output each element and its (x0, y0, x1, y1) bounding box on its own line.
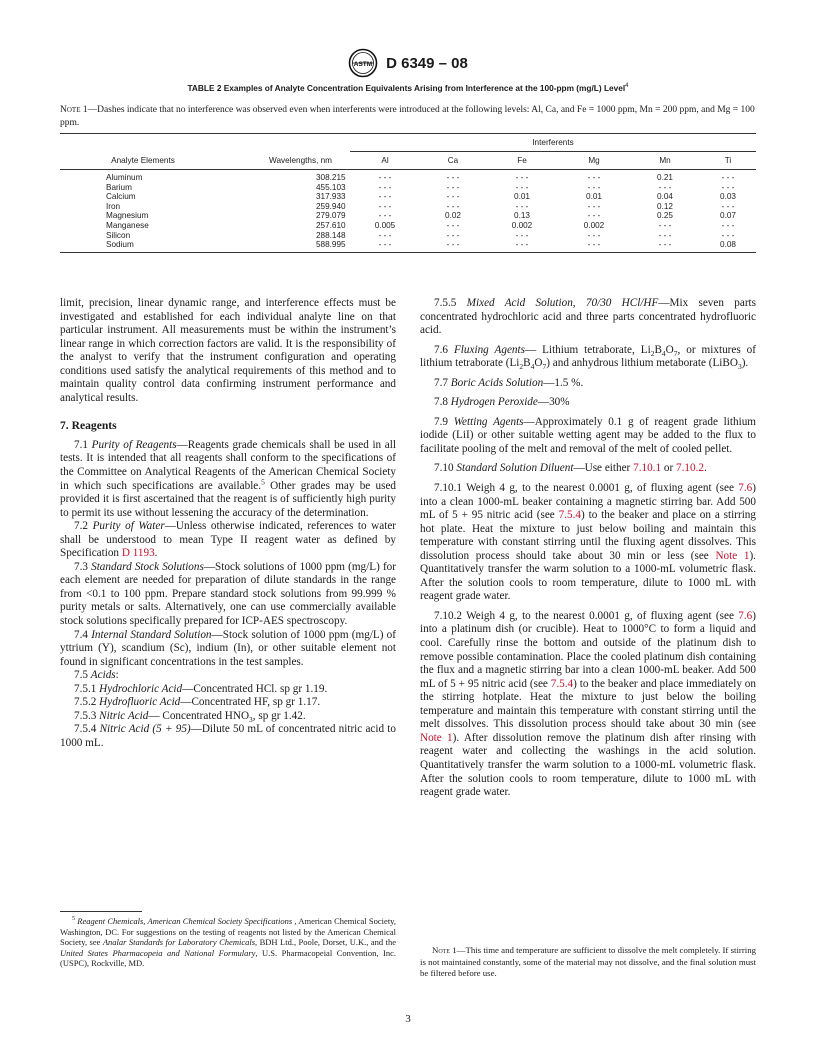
interferent-header-mn: Mn (630, 152, 700, 170)
footnote-5: $^5$ Reagent Chemicals, American Chemical Society Specifications , American Chemical Society, Washington, DC. For suggestions on the testing of reagents not listed by the American Chemical Society, see Analar Standards for Laboratory Chemicals, BDH Ltd., Poole, Dorset, U.K., and the United States Pharmacopeia and National Formulary, U.S. Pharmacopeial Convention, Inc. (USPC), Rockville, MD. (60, 916, 396, 969)
value-cell: 0.21 (657, 173, 673, 182)
paragraph-7-5: 7.5 Acids: (74, 669, 119, 682)
value-cell: - - - (721, 201, 735, 211)
page-header (0, 48, 816, 78)
value-cell: - - - (558, 240, 630, 252)
xref-7-10-1-link[interactable]: 7.10.1 (633, 462, 662, 475)
paragraph-7-10-2: 7.10.2 Weigh 4 g, to the nearest 0.0001 g, of fluxing agent (see 7.6) into a platinum dish (or crucible). Heat to 1000°C to form a liquid and cool. Carefully rinse the bottom and outside of the platinum dish to remove possible contamination. Place the cooled platinum dish containing the flux and a magnetic stirring bar into a clean 1000-mL beaker. Add 500 mL of 5 + 95 nitric acid (see 7.5.4) to the beaker and place immediately on the stirring hotplate. Heat the mixture to just below the boiling temperature and maintain this temperature with constant stirring until the melt dissolves. This dissolution process should take about 30 min (see Note 1). After dissolution remove the platinum dish after rinsing with reagent water and collecting the washings in the acid solution. Quantitatively transfer the warm solution to a 1000-mL volumetric flask. After the solution cools to room temperature, dilute to 1000 mL with reagent grade water. (420, 609, 756, 799)
value-cell: - - - (630, 240, 700, 252)
analyte-cell: Silicon (106, 230, 131, 240)
value-cell: - - - (378, 192, 392, 202)
note-1: Note 1—This time and temperature are sufficient to dissolve the melt completely. If stirring is not maintained constantly, some of the material may not dissolve, and the final solution must be filtered before use. (420, 945, 756, 979)
xref-7-5-4-link[interactable]: 7.5.4 (558, 509, 582, 522)
value-cell: - - - (378, 173, 392, 182)
value-cell: - - - (515, 230, 529, 240)
table-row (60, 202, 756, 212)
analyte-cell: Aluminum (106, 173, 143, 182)
value-cell: - - - (446, 192, 460, 202)
value-cell: - - - (420, 240, 486, 252)
value-cell: - - - (587, 182, 601, 192)
value-cell: 0.002 (511, 220, 533, 230)
value-cell: 0.01 (514, 192, 530, 202)
interferents-header: Interferents (350, 134, 756, 152)
wavelength-cell: 317.933 (316, 192, 346, 202)
value-cell: 0.13 (514, 211, 530, 221)
table-row (60, 211, 756, 221)
value-cell: - - - (515, 173, 529, 182)
xref-note-1-link[interactable]: Note 1 (715, 549, 750, 562)
wavelength-cell: 257.610 (316, 220, 346, 230)
paragraph-7-2: 7.2 Purity of Water—Unless otherwise indicated, references to water shall be understood to mean Type II reagent water as defined by Specification D 1193. (60, 520, 397, 560)
analyte-cell: Manganese (106, 220, 149, 230)
value-cell: - - - (721, 230, 735, 240)
value-cell: - - - (446, 230, 460, 240)
value-cell: - - - (446, 182, 460, 192)
value-cell: - - - (658, 182, 672, 192)
analyte-cell: Magnesium (106, 211, 149, 221)
value-cell: 0.005 (374, 220, 396, 230)
paragraph-7-9: 7.9 Wetting Agents—Approximately 0.1 g of reagent grade lithium iodide (LiI) or other suitable wetting agent may be added to the flux to facilitate pooling of the melt and removal of the melt of cooled pellet. (420, 415, 757, 455)
interferent-header-ti: Ti (700, 152, 756, 170)
document-id: D 6349 – 08 (386, 54, 468, 72)
wavelength-cell: 279.079 (316, 211, 346, 221)
wavelength-cell: 588.995 (226, 240, 350, 252)
value-cell: - - - (515, 201, 529, 211)
value-cell: - - - (446, 201, 460, 211)
value-cell: 0.25 (657, 211, 673, 221)
footnote-divider (60, 911, 142, 912)
value-cell: - - - (378, 211, 392, 221)
value-cell: - - - (378, 230, 392, 240)
value-cell: - - - (515, 182, 529, 192)
analyte-column-header: Analyte Elements (60, 152, 226, 170)
analyte-cell: Calcium (106, 192, 136, 202)
table-title: TABLE 2 Examples of Analyte Concentration Equivalents Arising from Interference at the 100-ppm (mg/L) Level$^4$ (187, 83, 629, 93)
analyte-cell: Iron (106, 201, 121, 211)
paragraph-7-4: 7.4 Internal Standard Solution—Stock solution of 1000 ppm (mg/L) of yttrium (Y), scandium (Sc), indium (In), or other suitable element not found in significant concentrations in the test samples. (60, 628, 397, 668)
paragraph-7-5-2: 7.5.2 Hydrofluoric Acid—Concentrated HF, sp gr 1.17. (74, 696, 321, 709)
paragraph-7-10-1: 7.10.1 Weigh 4 g, to the nearest 0.0001 g, of fluxing agent (see 7.6) into a clean 1000-mL beaker containing a magnetic stirring bar. Add 500 mL of 5 + 95 nitric acid (see 7.5.4) to the beaker and place on a stirring hot plate. Heat the mixture to just below boiling and maintain this temperature with constant stirring until the fluxing agent dissolves. This dissolution process should take about 30 min or less (see Note 1). Quantitatively transfer the warm solution to a 1000-mL volumetric flask. After the solution cools to room temperature, dilute to 1000 mL with reagent grade water. (420, 482, 756, 603)
wavelength-cell: 455.103 (316, 182, 346, 192)
value-cell: 0.02 (445, 211, 461, 221)
xref-7-10-2-link[interactable]: 7.10.2 (675, 462, 704, 475)
value-cell: - - - (721, 182, 735, 192)
value-cell: - - - (378, 201, 392, 211)
interferent-header-fe: Fe (486, 152, 558, 170)
logo-text: ASTM (353, 61, 373, 68)
xref-7-6-link[interactable]: 7.6 (738, 609, 753, 622)
xref-7-6-link[interactable]: 7.6 (738, 482, 753, 495)
value-cell: - - - (486, 240, 558, 252)
intro-paragraph: limit, precision, linear dynamic range, and interference effects must be investigated and established for each individual analyte line on that particular instrument. All measurements must be within the instrument’s linear range in which correction factors are valid. It is the responsibility of the analyst to verify that the instrument configuration and operating conditions used satisfy the analytical requirements of this method and to maintain quality control data confirming instrument performance and analytical results. (60, 297, 396, 404)
value-cell: - - - (378, 182, 392, 192)
table-row (60, 170, 756, 183)
xref-d1193-link[interactable]: D 1193 (121, 547, 155, 560)
right-column (420, 297, 756, 800)
paragraph-7-10: 7.10 Standard Solution Diluent—Use either 7.10.1 or 7.10.2. (434, 462, 707, 475)
value-cell: - - - (721, 220, 735, 230)
value-cell: 0.07 (720, 211, 736, 221)
table-row (60, 231, 756, 241)
table-row (60, 192, 756, 202)
table-row (60, 221, 756, 231)
xref-7-5-4-link[interactable]: 7.5.4 (550, 677, 574, 690)
analyte-cell: Barium (106, 182, 132, 192)
value-cell: - - - (587, 173, 601, 182)
value-cell: - - - (658, 230, 672, 240)
interferent-header-ca: Ca (420, 152, 486, 170)
value-cell: - - - (350, 240, 420, 252)
paragraph-7-8: 7.8 Hydrogen Peroxide—30% (434, 396, 570, 409)
wavelength-cell: 288.148 (316, 230, 346, 240)
table-row (60, 183, 756, 193)
paragraph-7-5-3: 7.5.3 Nitric Acid— Concentrated $HNO_3$, sp gr 1.42. (74, 709, 306, 725)
paragraph-7-5-5: 7.5.5 Mixed Acid Solution, 70/30 HCl/HF—Mix seven parts concentrated hydrochloric acid and three parts concentrated hydrofluoric acid. (420, 297, 757, 337)
astm-logo-icon (348, 48, 378, 78)
value-cell: - - - (587, 230, 601, 240)
value-cell: 0.08 (700, 240, 756, 252)
paragraph-7-5-4: 7.5.4 Nitric Acid (5 + 95)—Dilute 50 mL of concentrated nitric acid to 1000 mL. (60, 723, 397, 749)
value-cell: - - - (658, 220, 672, 230)
value-cell: 0.03 (720, 192, 736, 202)
value-cell: - - - (446, 220, 460, 230)
value-cell: 0.12 (657, 201, 673, 211)
analyte-cell: Sodium (60, 240, 226, 252)
section-7-heading: 7. Reagents (60, 419, 117, 433)
value-cell: - - - (587, 201, 601, 211)
value-cell: 0.002 (583, 220, 605, 230)
left-column (60, 297, 396, 751)
interference-table (60, 133, 756, 253)
interferent-header-mg: Mg (558, 152, 630, 170)
value-cell: - - - (721, 173, 735, 182)
table-row (60, 240, 756, 252)
wavelength-cell: 259.940 (316, 201, 346, 211)
wavelength-cell: 308.215 (316, 173, 346, 182)
value-cell: - - - (446, 173, 460, 182)
page-number: 3 (405, 1013, 411, 1025)
paragraph-7-5-1: 7.5.1 Hydrochloric Acid—Concentrated HCl. sp gr 1.19. (74, 682, 328, 695)
table-note: Note 1—Dashes indicate that no interference was observed even when interferents were introduced at the following levels: Al, Ca, and Fe = 1000 ppm, Mn = 200 ppm, and Mg = 100 ppm. (60, 105, 755, 128)
wavelength-column-header: Wavelengths, nm (226, 152, 350, 170)
xref-note-1-link[interactable]: Note 1 (420, 731, 453, 744)
value-cell: - - - (587, 211, 601, 221)
paragraph-7-3: 7.3 Standard Stock Solutions—Stock solutions of 1000 ppm (mg/L) for each element are needed for preparation of dilute standards in the range from <0.1 to 100 ppm. Prepare standard stock solutions from 99.999 % purity metals or salts. Alternatively, one can use commercially available stock solutions specifically prepared for ICP-AES spectroscopy. (60, 560, 396, 628)
paragraph-7-1: 7.1 Purity of Reagents—Reagents grade chemicals shall be used in all tests. It is intended that all reagents shall conform to the specifications of the Committee on Analytical Reagents of the American Chemical Society in which such specifications are available.$^5$ Other grades may be used provided it is first ascertained that the reagent is of sufficiently high purity to permit its use without lessening the accuracy of the determination. (60, 438, 397, 519)
value-cell: 0.04 (657, 192, 673, 202)
interferent-header-al: Al (350, 152, 420, 170)
value-cell: 0.01 (586, 192, 602, 202)
paragraph-7-6: 7.6 Fluxing Agents— Lithium tetraborate, $Li_2B_4O_7$, or mixtures of lithium tetraborate $(Li_2B_4O_7)$ and anhydrous lithium metaborate (LiBO$_3$). (420, 343, 756, 372)
paragraph-7-7: 7.7 Boric Acids Solution—1.5 %. (434, 376, 584, 389)
